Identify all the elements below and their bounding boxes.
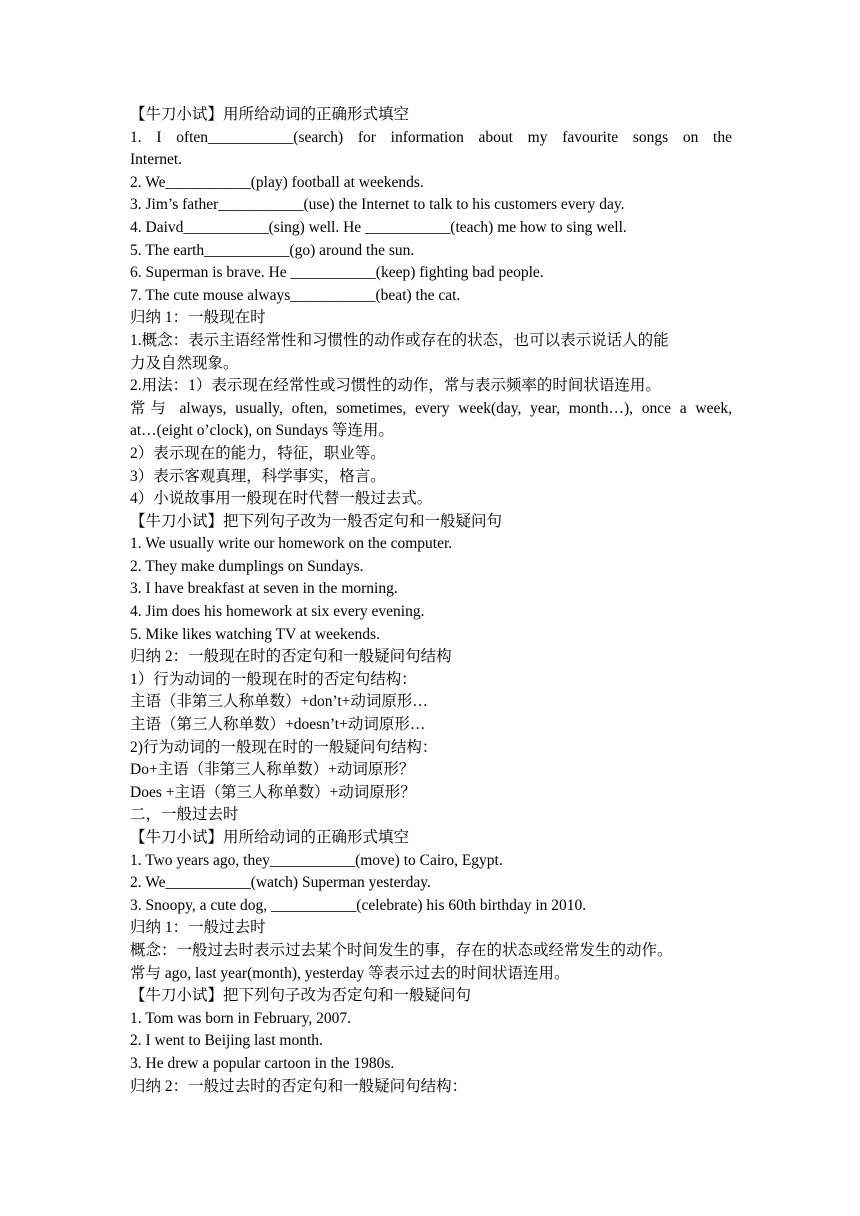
exercise-item: 2. I went to Beijing last month. [130,1032,323,1050]
exercise-item-continuation: Internet. [130,151,183,169]
usage-text: 2.用法：1）表示现在经常性或习惯性的动作，常与表示频率的时间状语连用。 [130,377,661,395]
concept-text: 1.概念：表示主语经常性和习惯性的动作或存在的状态，也可以表示说话人的能 [130,331,669,349]
section-heading: 【牛刀小试】用所给动词的正确形式填空 [130,829,410,846]
concept-text: 概念：一般过去时表示过去某个时间发生的事，存在的状态或经常发生的动作。 [130,941,673,959]
structure-text: 主语（第三人称单数）+doesn’t+动词原形… [130,716,426,734]
usage-text: 4）小说故事用一般现在时代替一般过去式。 [130,490,433,508]
exercise-item: 1. Two years ago, they___________(move) to Cairo, Egypt. [130,851,503,869]
exercise-item: 3. He drew a popular cartoon in the 1980s. [130,1054,395,1072]
exercise-item: 5. The earth___________(go) around the sun. [130,241,415,259]
summary-heading: 归纳 1：一般过去时 [130,919,266,937]
section-heading: 【牛刀小试】把下列句子改为否定句和一般疑问句 [130,987,472,1005]
exercise-item: 3. Jim’s father___________(use) the Internet to talk to his customers every day. [130,196,625,214]
summary-heading: 归纳 2：一般过去时的否定句和一般疑问句结构： [130,1077,468,1095]
usage-text: 3）表示客观真理，科学事实，格言。 [130,467,386,485]
exercise-item: 2. We___________(play) football at weekends. [130,173,424,191]
concept-text: 常与 ago, last year(month), yesterday 等表示过去的时间状语连用。 [130,964,570,982]
exercise-item: 2. They make dumplings on Sundays. [130,557,364,575]
concept-text: 力及自然现象。 [130,354,239,372]
usage-text: 2）表示现在的能力，特征，职业等。 [130,444,386,462]
section-heading: 【牛刀小试】用所给动词的正确形式填空 [130,106,410,123]
exercise-item: 7. The cute mouse always___________(beat) the cat. [130,286,461,304]
document-page [130,104,732,1098]
exercise-item: 5. Mike likes watching TV at weekends. [130,625,380,643]
exercise-item: 6. Superman is brave. He ___________(keep) fighting bad people. [130,264,544,282]
structure-text: 1）行为动词的一般现在时的否定句结构： [130,670,417,688]
summary-heading: 归纳 1：一般现在时 [130,309,266,327]
structure-text: 主语（非第三人称单数）+don’t+动词原形… [130,693,428,711]
usage-text: at…(eight o’clock), on Sundays 等连用。 [130,422,394,440]
section-heading: 【牛刀小试】把下列句子改为一般否定句和一般疑问句 [130,512,503,530]
structure-text: Do+主语（非第三人称单数）+动词原形？ [130,761,415,779]
exercise-item: 4. Daivd___________(sing) well. He ___________(teach) me how to sing well. [130,218,627,236]
usage-text: 常与 always, usually, often, sometimes, every week(day, year, month…), once a week, [130,399,732,417]
structure-text: 2)行为动词的一般现在时的一般疑问句结构： [130,738,438,756]
exercise-item: 1. I often___________(search) for information about my favourite songs on the [130,128,732,146]
exercise-item: 1. We usually write our homework on the computer. [130,535,453,553]
structure-text: Does +主语（第三人称单数）+动词原形？ [130,783,416,801]
exercise-item: 4. Jim does his homework at six every evening. [130,603,425,621]
exercise-item: 2. We___________(watch) Superman yesterday. [130,874,431,892]
exercise-item: 3. I have breakfast at seven in the morning. [130,580,398,598]
exercise-item: 3. Snoopy, a cute dog, ___________(celebrate) his 60th birthday in 2010. [130,896,587,914]
exercise-item: 1. Tom was born in February, 2007. [130,1009,352,1027]
summary-heading: 归纳 2：一般现在时的否定句和一般疑问句结构 [130,648,452,666]
part-heading: 二，一般过去时 [130,806,239,824]
